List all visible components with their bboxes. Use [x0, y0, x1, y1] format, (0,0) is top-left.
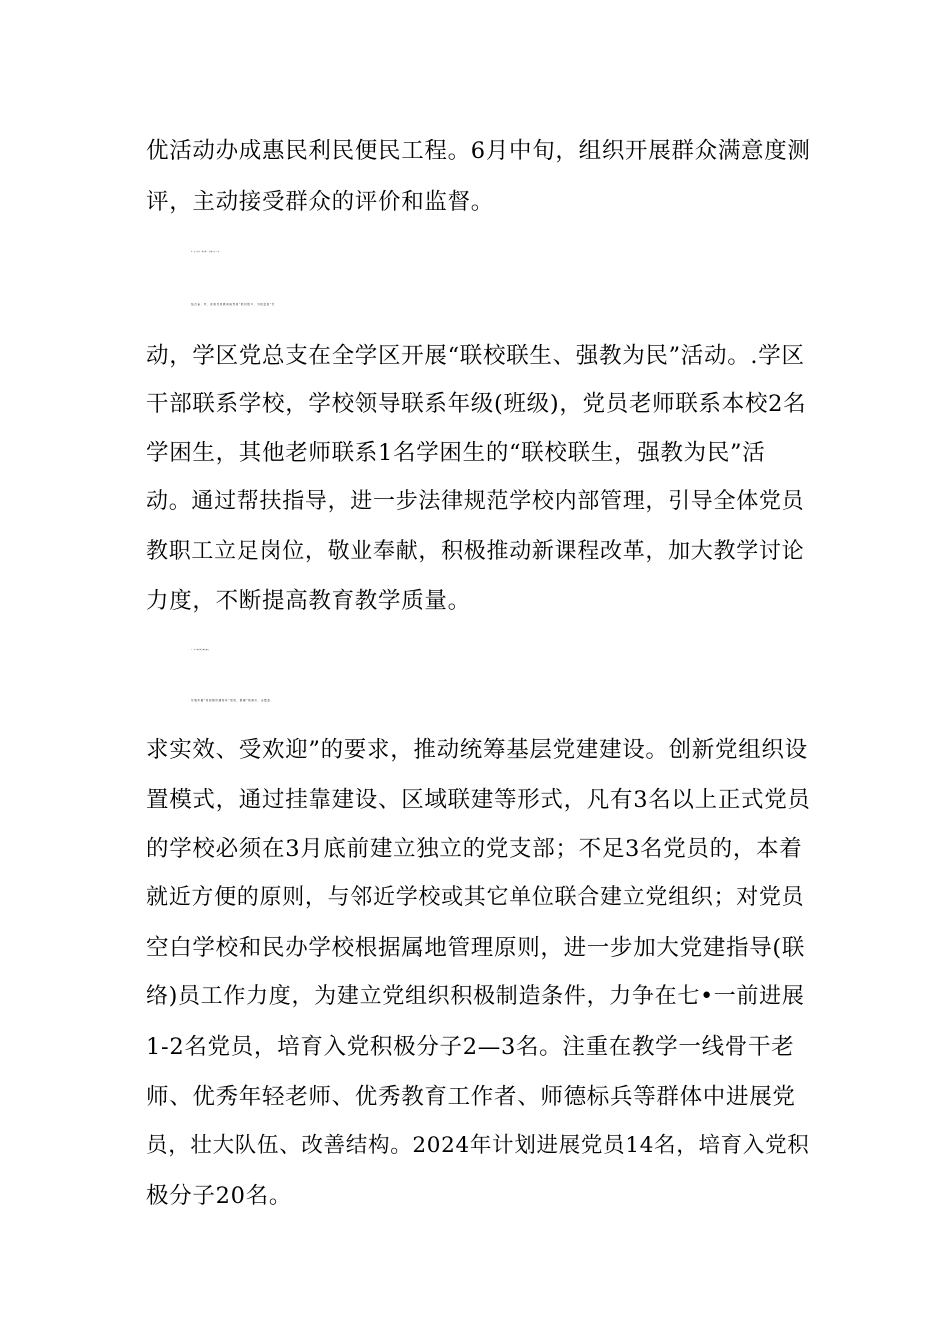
paragraph-line: 学困生，其他老师联系1名学困生的“联校联生，强教为民”活: [146, 440, 766, 466]
paragraph-line: 师、优秀年轻老师、优秀教育工作者、师德标兵等群体中进展党: [146, 1084, 796, 1110]
paragraph-line: 仔细开展“基层组织建设年”活动，根据“抓落实、全覆盖、: [191, 699, 274, 702]
paragraph-line: 员，壮大队伍、改善结构。2024年计划进展党员14名，培育入党积: [146, 1133, 810, 1158]
paragraph-line: 络)员工作力度，为建立党组织积极制造条件，力争在七•一前进展: [146, 984, 805, 1009]
paragraph-line: 置模式，通过挂靠建设、区域联建等形式，凡有3名以上正式党员: [146, 787, 811, 813]
section-heading-4: 四、扎实开展 “联校联生，强教为民”行动: [191, 252, 220, 253]
paragraph-line: 结合省、市、区委及区教育局党委“联村联户、为民富民”行: [191, 303, 275, 306]
paragraph-line: 评，主动接受群众的评价和监督。: [146, 189, 495, 215]
section-heading-5: 五、切实加强基层组织建设: [191, 650, 209, 651]
paragraph-line: 求实效、受欢迎”的要求，推动统筹基层党建建设。创新党组织设: [146, 737, 808, 763]
paragraph-line: 动。通过帮扶指导，进一步法律规范学校内部管理，引导全体党员: [146, 489, 805, 514]
paragraph-line: 力度，不断提高教育教学质量。: [146, 588, 471, 614]
paragraph-line: 空白学校和民办学校根据属地管理原则，进一步加大党建指导(联: [146, 935, 806, 961]
paragraph-line: 动，学区党总支在全学区开展“联校联生、强教为民”活动。.学区: [146, 343, 805, 369]
paragraph-line: 就近方便的原则，与邻近学校或其它单位联合建立党组织；对党员: [146, 885, 805, 910]
paragraph-line: 干部联系学校，学校领导联系年级(班级)，党员老师联系本校2名: [146, 391, 807, 417]
paragraph-line: 1-2名党员，培育入党积极分子2—3名。注重在教学一线骨干老: [146, 1034, 795, 1060]
paragraph-line: 优活动办成惠民利民便民工程。6月中旬，组织开展群众满意度测: [146, 138, 811, 164]
paragraph-line: 极分子20名。: [146, 1183, 293, 1209]
paragraph-line: 教职工立足岗位，敬业奉献，积极推动新课程改革，加大教学讨论: [146, 539, 805, 564]
paragraph-line: 的学校必须在3月底前建立独立的党支部；不足3名党员的，本着: [146, 836, 803, 862]
